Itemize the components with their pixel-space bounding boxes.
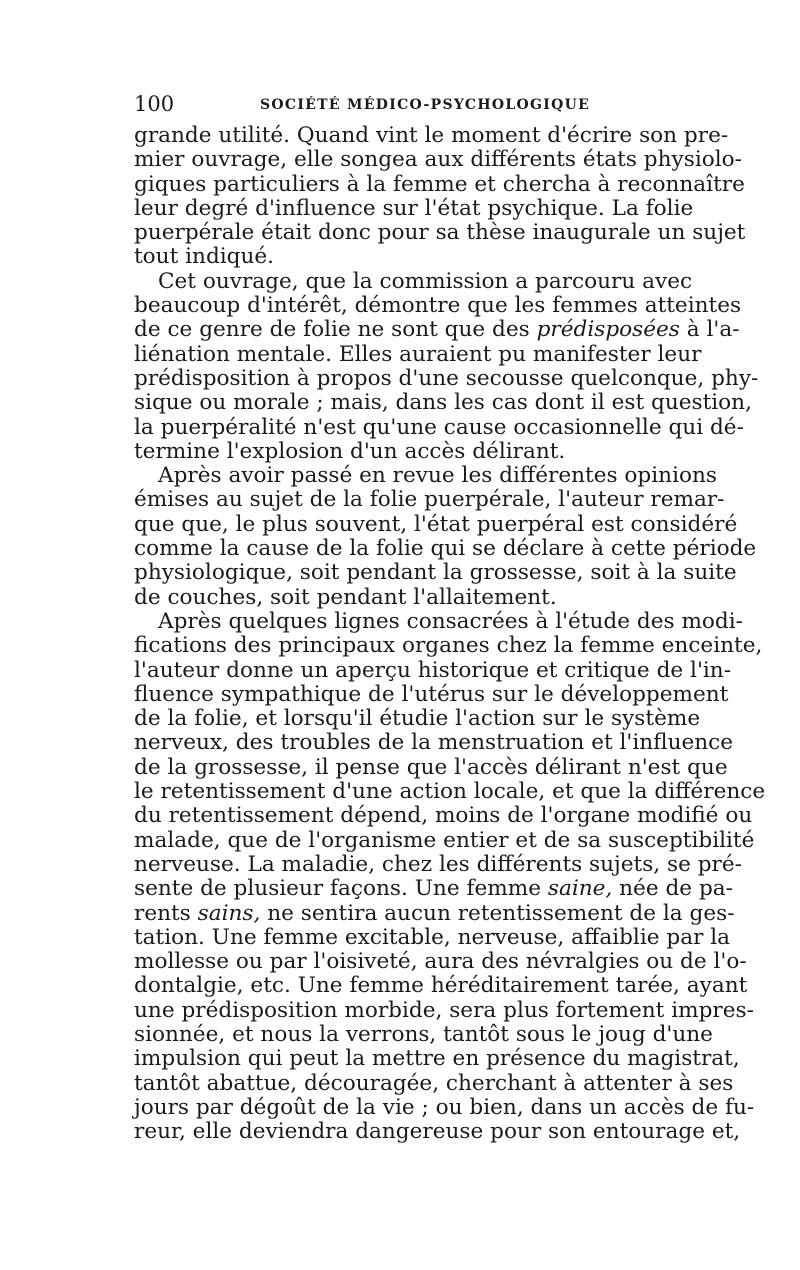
text-line: mollesse ou par l'oisiveté, aura des névralgies ou de l'o- xyxy=(134,949,747,975)
text-segment: rents xyxy=(134,900,198,926)
text-line: giques particuliers à la femme et chercha à reconnaître xyxy=(134,171,745,197)
text-line: reur, elle deviendra dangereuse pour son entourage et, xyxy=(134,1119,741,1145)
text-line: physiologique, soit pendant la grossesse, soit à la suite xyxy=(134,560,737,586)
text-line: nerveuse. La maladie, chez les différents sujets, se pré- xyxy=(134,851,742,877)
text-segment: ne sentira aucun retentissement de la ges- xyxy=(260,900,735,926)
text-line: termine l'explosion d'un accès délirant. xyxy=(134,438,566,464)
page-header xyxy=(134,90,674,120)
text-line: grande utilité. Quand vint le moment d'écrire son pre- xyxy=(134,123,729,148)
text-line: que que, le plus souvent, l'état puerpéral est considéré xyxy=(134,511,738,537)
text-line: fications des principaux organes chez la femme enceinte, xyxy=(134,633,763,659)
running-title: SOCIÉTÉ MÉDICO-PSYCHOLOGIQUE xyxy=(260,97,591,113)
text-line: tation. Une femme excitable, nerveuse, affaiblie par la xyxy=(134,924,731,950)
text-segment: de ce genre de folie ne sont que des xyxy=(134,317,537,343)
text-line: impulsion qui peut la mettre en présence du magistrat, xyxy=(134,1046,740,1072)
text-line: puerpérale était donc pour sa thèse inaugurale un sujet xyxy=(134,220,746,246)
text-segment: sente de plusieur façons. Une femme xyxy=(134,876,548,902)
text-line: dontalgie, etc. Une femme héréditairement tarée, ayant xyxy=(134,973,748,999)
text-line: leur degré d'influence sur l'état psychique. La folie xyxy=(134,195,694,221)
text-line: nerveux, des troubles de la menstruation et l'influence xyxy=(134,730,734,756)
text-line: comme la cause de la folie qui se déclare à cette période xyxy=(134,536,757,562)
italic-word: sains, xyxy=(197,900,261,926)
body-text xyxy=(134,123,766,1145)
text-line: fluence sympathique de l'utérus sur le développement xyxy=(134,681,729,707)
text-line: malade, que de l'organisme entier et de sa susceptibilité xyxy=(134,827,755,853)
text-line: Après quelques lignes consacrées à l'étude des modi- xyxy=(158,608,743,634)
text-line: beaucoup d'intérêt, démontre que les femmes atteintes xyxy=(134,293,742,319)
text-line: tout indiqué. xyxy=(134,244,275,270)
italic-word: prédisposées xyxy=(536,317,680,343)
text-line: Cet ouvrage, que la commission a parcouru avec xyxy=(158,268,693,294)
text-line: de la grossesse, il pense que l'accès délirant n'est que xyxy=(134,754,728,780)
text-line: liénation mentale. Elles auraient pu manifester leur xyxy=(134,341,702,367)
text-line: prédisposition à propos d'une secousse quelconque, phy- xyxy=(134,365,759,391)
text-line: la puerpéralité n'est qu'une cause occasionnelle qui dé- xyxy=(134,414,744,440)
text-line: mier ouvrage, elle songea aux différents états physiolo- xyxy=(134,147,742,173)
text-line: le retentissement d'une action locale, et que la différence xyxy=(134,779,766,805)
text-line-with-italic xyxy=(134,876,733,902)
text-line: de couches, soit pendant l'allaitement. xyxy=(134,584,557,610)
text-line: jours par dégoût de la vie ; ou bien, dans un accès de fu- xyxy=(134,1094,755,1120)
italic-word: saine, xyxy=(547,876,613,902)
text-line: tantôt abattue, découragée, cherchant à attenter à ses xyxy=(134,1070,734,1096)
page-number: 100 xyxy=(134,92,175,116)
text-line: de la folie, et lorsqu'il étudie l'action sur le système xyxy=(134,706,701,732)
text-line: sionnée, et nous la verrons, tantôt sous le joug d'une xyxy=(134,1021,713,1047)
text-line-with-italic xyxy=(134,900,735,926)
text-line: du retentissement dépend, moins de l'organe modifié ou xyxy=(134,803,753,829)
text-line-with-italic xyxy=(134,317,740,343)
text-line: l'auteur donne un aperçu historique et critique de l'in- xyxy=(134,657,731,683)
text-segment: à l'a- xyxy=(679,317,740,343)
text-line: une prédisposition morbide, sera plus fortement impres- xyxy=(134,997,754,1023)
text-segment: née de pa- xyxy=(612,876,733,902)
text-line: Après avoir passé en revue les différentes opinions xyxy=(158,463,717,489)
text-line: sique ou morale ; mais, dans les cas dont il est question, xyxy=(134,390,752,416)
text-line: émises au sujet de la folie puerpérale, l'auteur remar- xyxy=(134,487,725,513)
